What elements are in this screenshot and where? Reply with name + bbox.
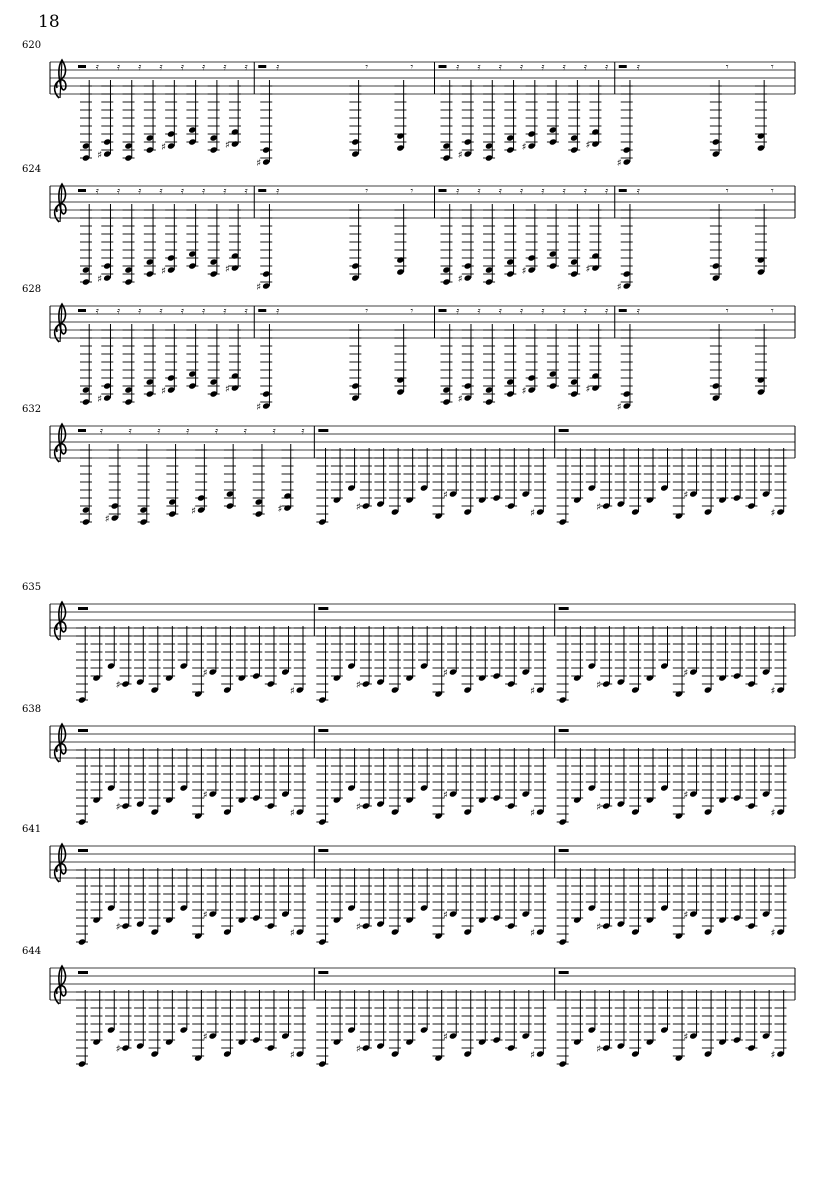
sharp-icon: ♯ <box>443 1032 448 1043</box>
whole-rest-icon <box>619 309 627 312</box>
sharp-icon: ♯ <box>115 922 121 933</box>
sharp-icon: ♯ <box>289 928 295 939</box>
sharp-icon: ♯ <box>530 1050 535 1061</box>
sixteenth-rest-icon: 𝄿 <box>215 426 219 437</box>
sixteenth-rest-icon: 𝄿 <box>605 62 609 73</box>
sixteenth-rest-icon: 𝄿 <box>202 186 206 197</box>
sharp-icon: ♯ <box>115 802 121 813</box>
sixteenth-rest-icon: 𝄿 <box>180 62 184 73</box>
sharp-icon: ♯ <box>585 384 591 395</box>
whole-rest-icon <box>78 607 88 610</box>
whole-rest-icon <box>258 309 266 312</box>
sixteenth-rest-icon: 𝄿 <box>583 306 587 317</box>
whole-rest-icon <box>318 429 328 432</box>
sharp-icon: ♯ <box>355 680 361 691</box>
rest-icon: 𝄾 <box>770 306 774 317</box>
sixteenth-rest-icon: 𝄿 <box>562 62 566 73</box>
whole-rest-icon <box>318 971 328 974</box>
sixteenth-rest-icon: 𝄿 <box>520 186 524 197</box>
sharp-icon: ♯ <box>256 158 262 169</box>
sharp-icon: ♯ <box>521 386 527 397</box>
sixteenth-rest-icon: 𝄿 <box>186 426 190 437</box>
sharp-icon: ♯ <box>457 274 463 285</box>
sharp-icon: ♯ <box>355 802 361 813</box>
sharp-icon: ♯ <box>770 508 776 519</box>
rest-icon: 𝄾 <box>725 62 729 73</box>
sharp-icon: ♯ <box>277 504 283 515</box>
sixteenth-rest-icon: 𝄿 <box>456 186 460 197</box>
sharp-icon: ♯ <box>683 490 689 501</box>
sharp-icon: ♯ <box>115 1044 121 1055</box>
whole-rest-icon <box>78 729 88 732</box>
sixteenth-rest-icon: 𝄿 <box>128 426 132 437</box>
sixteenth-rest-icon: 𝄿 <box>520 62 524 73</box>
measure-number: 628 <box>22 284 42 295</box>
rest-icon: 𝄾 <box>770 186 774 197</box>
sharp-icon: ♯ <box>770 686 776 697</box>
whole-rest-icon <box>439 309 447 312</box>
sixteenth-rest-icon: 𝄿 <box>562 306 566 317</box>
sharp-icon: ♯ <box>289 686 295 697</box>
sixteenth-rest-icon: 𝄿 <box>157 426 161 437</box>
whole-rest-icon <box>78 429 86 432</box>
rest-icon: 𝄾 <box>725 186 729 197</box>
sixteenth-rest-icon: 𝄿 <box>498 62 502 73</box>
sharp-icon: ♯ <box>530 808 535 819</box>
sixteenth-rest-icon: 𝄿 <box>244 62 248 73</box>
sharp-icon: ♯ <box>224 264 230 275</box>
system <box>50 304 795 413</box>
sixteenth-rest-icon: 𝄿 <box>477 186 481 197</box>
sharp-icon: ♯ <box>585 264 591 275</box>
sixteenth-rest-icon: 𝄿 <box>159 186 163 197</box>
system <box>50 844 795 946</box>
sixteenth-rest-icon: 𝄿 <box>116 62 121 73</box>
sharp-icon: ♯ <box>191 506 197 517</box>
rest-icon: 𝄾 <box>410 186 414 197</box>
measure-number: 624 <box>22 164 42 175</box>
sixteenth-rest-icon: 𝄿 <box>520 306 524 317</box>
sharp-icon: ♯ <box>355 1044 361 1055</box>
whole-rest-icon <box>559 729 569 732</box>
sixteenth-rest-icon: 𝄿 <box>541 62 545 73</box>
sharp-icon: ♯ <box>224 140 230 151</box>
sixteenth-rest-icon: 𝄿 <box>159 62 163 73</box>
sixteenth-rest-icon: 𝄿 <box>159 306 163 317</box>
sharp-icon: ♯ <box>355 502 361 513</box>
sharp-icon: ♯ <box>443 910 448 921</box>
whole-rest-icon <box>78 65 86 68</box>
sharp-icon: ♯ <box>289 1050 295 1061</box>
sharp-icon: ♯ <box>161 266 166 277</box>
sixteenth-rest-icon: 𝄿 <box>202 62 206 73</box>
sharp-icon: ♯ <box>616 402 622 413</box>
page-number: 18 <box>38 12 60 32</box>
sixteenth-rest-icon: 𝄿 <box>541 306 545 317</box>
sharp-icon: ♯ <box>770 928 776 939</box>
sharp-icon: ♯ <box>596 1044 602 1055</box>
sharp-icon: ♯ <box>457 394 463 405</box>
sixteenth-rest-icon: 𝄿 <box>244 306 248 317</box>
sharp-icon: ♯ <box>115 680 121 691</box>
sharp-icon: ♯ <box>596 680 602 691</box>
sixteenth-rest-icon: 𝄿 <box>456 62 460 73</box>
sharp-icon: ♯ <box>530 928 535 939</box>
sharp-icon: ♯ <box>97 394 103 405</box>
sixteenth-rest-icon: 𝄿 <box>138 306 142 317</box>
sixteenth-rest-icon: 𝄿 <box>541 186 545 197</box>
whole-rest-icon <box>559 429 569 432</box>
sharp-icon: ♯ <box>202 910 208 921</box>
sixteenth-rest-icon: 𝄿 <box>605 186 609 197</box>
measure-number: 641 <box>22 824 42 835</box>
sixteenth-rest-icon: 𝄿 <box>605 306 609 317</box>
sixteenth-rest-icon: 𝄿 <box>180 306 184 317</box>
sharp-icon: ♯ <box>256 282 262 293</box>
sixteenth-rest-icon: 𝄿 <box>138 62 142 73</box>
whole-rest-icon <box>318 729 328 732</box>
whole-rest-icon <box>619 189 627 192</box>
sixteenth-rest-icon: 𝄿 <box>301 426 305 437</box>
sharp-icon: ♯ <box>97 274 103 285</box>
sixteenth-rest-icon: 𝄿 <box>99 426 103 437</box>
rest-icon: 𝄾 <box>725 306 729 317</box>
sharp-icon: ♯ <box>585 140 591 151</box>
measure-number: 638 <box>22 704 42 715</box>
rest-icon: 𝄾 <box>410 62 414 73</box>
sharp-icon: ♯ <box>202 1032 208 1043</box>
whole-rest-icon <box>559 607 569 610</box>
sixteenth-rest-icon: 𝄿 <box>498 186 502 197</box>
sixteenth-rest-icon: 𝄿 <box>180 186 184 197</box>
sharp-icon: ♯ <box>770 808 776 819</box>
sharp-icon: ♯ <box>289 808 295 819</box>
sharp-icon: ♯ <box>521 266 527 277</box>
rest-icon: 𝄾 <box>410 306 414 317</box>
sixteenth-rest-icon: 𝄿 <box>243 426 247 437</box>
sharp-icon: ♯ <box>202 668 208 679</box>
measure-number: 635 <box>22 582 42 593</box>
rest-icon: 𝄾 <box>365 306 369 317</box>
sharp-icon: ♯ <box>596 802 602 813</box>
sixteenth-rest-icon: 𝄿 <box>223 186 227 197</box>
whole-rest-icon <box>559 849 569 852</box>
system <box>50 424 795 526</box>
sixteenth-rest-icon: 𝄿 <box>95 186 99 197</box>
sharp-icon: ♯ <box>683 1032 689 1043</box>
measure-number: 620 <box>22 40 42 51</box>
system <box>50 602 795 704</box>
sharp-icon: ♯ <box>683 910 689 921</box>
sixteenth-rest-icon: 𝄿 <box>95 306 99 317</box>
sharp-icon: ♯ <box>530 508 535 519</box>
rest-icon: 𝄿 <box>636 306 640 317</box>
whole-rest-icon <box>78 971 88 974</box>
sharp-icon: ♯ <box>616 282 622 293</box>
sharp-icon: ♯ <box>683 668 689 679</box>
sixteenth-rest-icon: 𝄿 <box>116 306 121 317</box>
sixteenth-rest-icon: 𝄿 <box>244 186 248 197</box>
sixteenth-rest-icon: 𝄿 <box>202 306 206 317</box>
sixteenth-rest-icon: 𝄿 <box>562 186 566 197</box>
whole-rest-icon <box>318 607 328 610</box>
sixteenth-rest-icon: 𝄿 <box>95 62 99 73</box>
sharp-icon: ♯ <box>596 922 602 933</box>
rest-icon: 𝄿 <box>276 186 280 197</box>
sharp-icon: ♯ <box>530 686 535 697</box>
sixteenth-rest-icon: 𝄿 <box>223 306 227 317</box>
whole-rest-icon <box>439 189 447 192</box>
sharp-icon: ♯ <box>443 490 448 501</box>
sixteenth-rest-icon: 𝄿 <box>272 426 276 437</box>
whole-rest-icon <box>619 65 627 68</box>
system <box>50 184 795 293</box>
sharp-icon: ♯ <box>443 790 448 801</box>
whole-rest-icon <box>258 189 266 192</box>
whole-rest-icon <box>258 65 266 68</box>
sharp-icon: ♯ <box>521 142 527 153</box>
sixteenth-rest-icon: 𝄿 <box>498 306 502 317</box>
whole-rest-icon <box>78 309 86 312</box>
whole-rest-icon <box>78 849 88 852</box>
sixteenth-rest-icon: 𝄿 <box>116 186 121 197</box>
sixteenth-rest-icon: 𝄿 <box>583 62 587 73</box>
sharp-icon: ♯ <box>161 142 166 153</box>
sharp-icon: ♯ <box>457 150 463 161</box>
sharp-icon: ♯ <box>202 790 208 801</box>
sharp-icon: ♯ <box>596 502 602 513</box>
sixteenth-rest-icon: 𝄿 <box>477 306 481 317</box>
sharp-icon: ♯ <box>256 402 262 413</box>
sharp-icon: ♯ <box>443 668 448 679</box>
rest-icon: 𝄿 <box>276 306 280 317</box>
rest-icon: 𝄾 <box>365 62 369 73</box>
sharp-icon: ♯ <box>683 790 689 801</box>
sharp-icon: ♯ <box>770 1050 776 1061</box>
rest-icon: 𝄾 <box>770 62 774 73</box>
sixteenth-rest-icon: 𝄿 <box>456 306 460 317</box>
whole-rest-icon <box>318 849 328 852</box>
sharp-icon: ♯ <box>161 386 166 397</box>
measure-number: 632 <box>22 404 42 415</box>
sharp-icon: ♯ <box>616 158 622 169</box>
sharp-icon: ♯ <box>224 384 230 395</box>
rest-icon: 𝄾 <box>365 186 369 197</box>
sixteenth-rest-icon: 𝄿 <box>138 186 142 197</box>
system <box>50 60 795 169</box>
system <box>50 724 795 826</box>
sharp-icon: ♯ <box>104 514 110 525</box>
sharp-icon: ♯ <box>355 922 361 933</box>
rest-icon: 𝄿 <box>636 62 640 73</box>
whole-rest-icon <box>559 971 569 974</box>
whole-rest-icon <box>78 189 86 192</box>
measure-number: 644 <box>22 946 42 957</box>
sharp-icon: ♯ <box>97 150 103 161</box>
rest-icon: 𝄿 <box>276 62 280 73</box>
rest-icon: 𝄿 <box>636 186 640 197</box>
whole-rest-icon <box>439 65 447 68</box>
sixteenth-rest-icon: 𝄿 <box>223 62 227 73</box>
sixteenth-rest-icon: 𝄿 <box>583 186 587 197</box>
system <box>50 966 795 1068</box>
sixteenth-rest-icon: 𝄿 <box>477 62 481 73</box>
